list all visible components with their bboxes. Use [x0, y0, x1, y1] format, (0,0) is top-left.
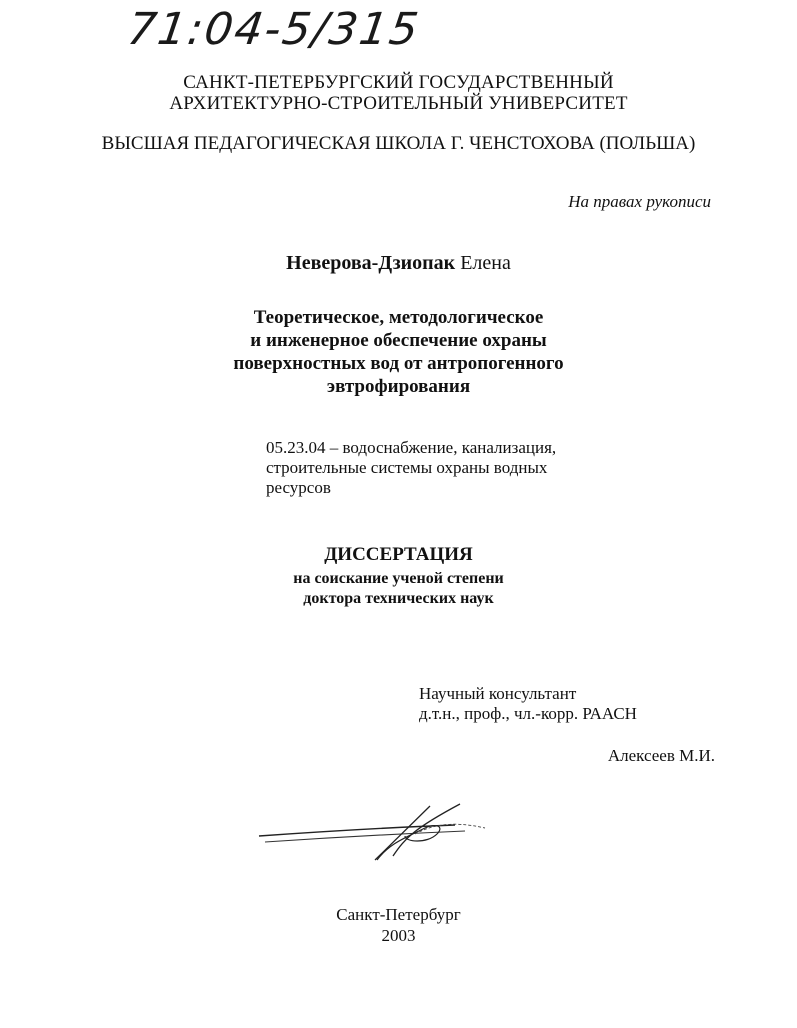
dissertation-heading: ДИССЕРТАЦИЯ — [324, 544, 473, 565]
title-line: Теоретическое, методологическое — [253, 307, 544, 328]
school-name: ВЫСШАЯ ПЕДАГОГИЧЕСКАЯ ШКОЛА Г. ЧЕНСТОХОВА (ПОЛЬША) — [101, 133, 696, 154]
thesis-title — [0, 306, 797, 398]
rights-note: На правах рукописи — [568, 192, 711, 211]
title-line: и инженерное обеспечение охраны — [250, 330, 547, 351]
specialty-line: ресурсов — [266, 478, 331, 497]
title-line: поверхностных вод от антропогенного — [233, 353, 564, 374]
degree-line-2: доктора технических наук — [303, 590, 494, 607]
title-line: эвтрофирования — [326, 376, 471, 397]
archive-code-handwritten: 71:04-5/315 — [124, 4, 424, 55]
degree-line-1: на соискание ученой степени — [293, 570, 504, 587]
author-name — [0, 252, 797, 275]
footer-place-year — [0, 904, 797, 946]
specialty-line: 05.23.04 – водоснабжение, канализация, — [266, 438, 557, 457]
specialty-line: строительные системы охраны водных — [266, 458, 548, 477]
signature — [255, 798, 495, 878]
consultant-name: Алексеев М.И. — [607, 746, 715, 765]
institution-line-1: САНКТ-ПЕТЕРБУРГСКИЙ ГОСУДАРСТВЕННЫЙ — [183, 72, 614, 93]
footer-city: Санкт-Петербург — [336, 905, 461, 924]
consultant-credentials: д.т.н., проф., чл.-корр. РААСН — [419, 704, 637, 723]
consultant-role: Научный консультант — [419, 684, 577, 703]
institution-line-2: АРХИТЕКТУРНО-СТРОИТЕЛЬНЫЙ УНИВЕРСИТЕТ — [169, 93, 628, 114]
footer-year: 2003 — [381, 926, 416, 945]
author-given-name: Елена — [460, 252, 511, 274]
scientific-consultant — [419, 684, 637, 724]
specialty — [266, 438, 556, 498]
author-surname: Неверова-Дзиопак — [286, 252, 456, 274]
dissertation-degree — [0, 569, 797, 609]
